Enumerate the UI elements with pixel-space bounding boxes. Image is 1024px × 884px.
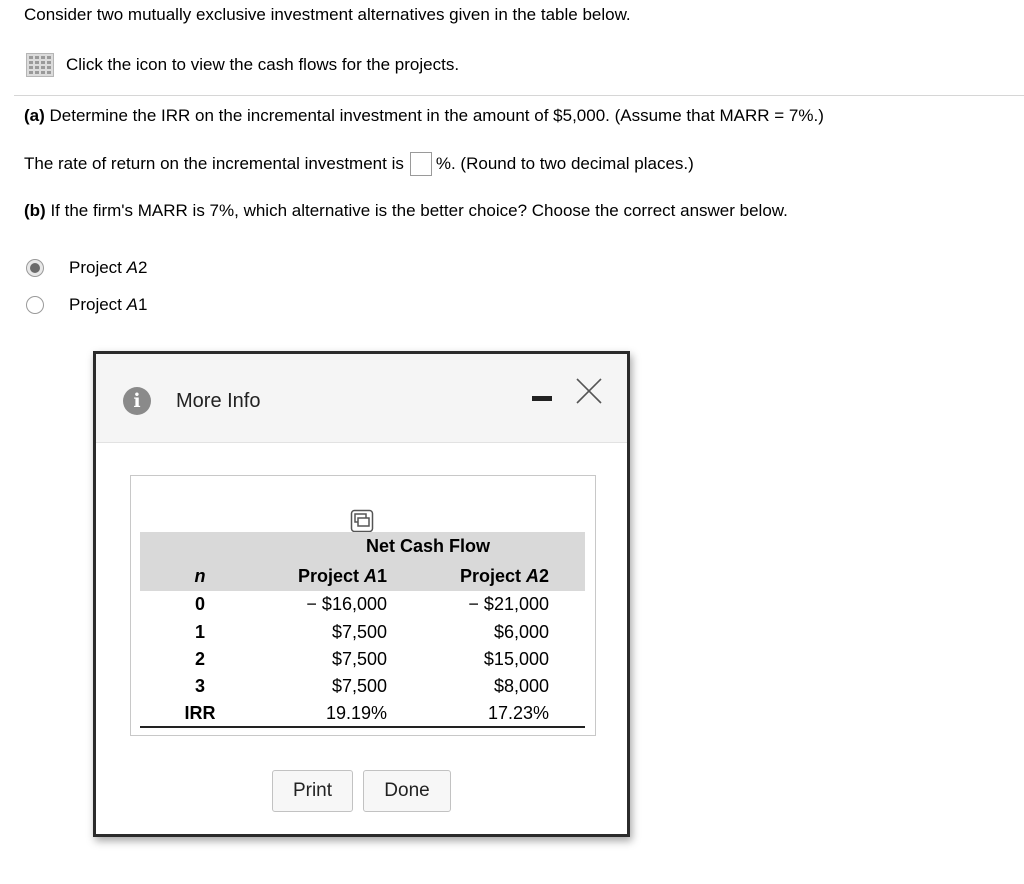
- col-header-project-a1: Project A1: [297, 566, 387, 586]
- table-grid-icon[interactable]: [26, 53, 54, 77]
- print-button[interactable]: Print: [272, 770, 353, 812]
- section-divider: [14, 95, 1024, 96]
- table-cell-a2: $6,000: [493, 622, 549, 642]
- table-row-n: 0: [194, 594, 205, 614]
- more-info-dialog: [93, 351, 630, 837]
- table-cell-a2: $8,000: [493, 676, 549, 696]
- cash-flow-table-panel: [130, 475, 596, 736]
- dialog-header: [96, 354, 627, 443]
- table-row-n: 2: [194, 649, 205, 669]
- table-bottom-rule: [140, 726, 585, 728]
- view-cash-flows-text[interactable]: Click the icon to view the cash flows for the projects.: [66, 55, 460, 74]
- question-intro: Consider two mutually exclusive investment alternatives given in the table below.: [24, 5, 631, 24]
- table-cell-a2: − $21,000: [468, 594, 549, 614]
- info-icon: i: [123, 387, 151, 415]
- table-cell-a1: − $16,000: [306, 594, 387, 614]
- table-row-irr: IRR: [184, 703, 216, 723]
- table-cell-a2: $15,000: [483, 649, 549, 669]
- rate-suffix: %. (Round to two decimal places.): [435, 154, 694, 173]
- option-project-a1[interactable]: [26, 295, 147, 315]
- col-header-project-a2: Project A2: [459, 566, 549, 586]
- part-b-text: If the firm's MARR is 7%, which alternative is the better choice? Choose the correct answer below.: [50, 201, 788, 220]
- part-b-question: [24, 201, 788, 221]
- done-button[interactable]: Done: [363, 770, 451, 812]
- table-cell-a1: $7,500: [331, 649, 387, 669]
- option-label[interactable]: Project A2: [69, 258, 148, 277]
- net-cash-flow-header: Net Cash Flow: [366, 536, 491, 556]
- table-row-n: 3: [194, 676, 205, 696]
- rate-answer-line: [24, 152, 694, 176]
- option-label[interactable]: Project A1: [69, 295, 148, 314]
- part-b-label: (b): [24, 201, 46, 220]
- view-cash-flows-link[interactable]: [26, 52, 459, 78]
- rate-answer-input[interactable]: [410, 152, 432, 176]
- option-project-a2[interactable]: [26, 258, 147, 278]
- col-header-n: n: [194, 566, 206, 586]
- table-cell-a1-irr: 19.19%: [325, 703, 387, 723]
- part-a-text: Determine the IRR on the incremental investment in the amount of $5,000. (Assume that MARR = 7%.): [49, 106, 824, 125]
- radio-button-selected[interactable]: [26, 259, 44, 277]
- close-icon[interactable]: [574, 376, 604, 406]
- radio-button[interactable]: [26, 296, 44, 314]
- table-cell-a1: $7,500: [331, 676, 387, 696]
- part-a-question: [24, 106, 824, 126]
- table-row-n: 1: [194, 622, 205, 642]
- rate-prefix: The rate of return on the incremental investment is: [24, 154, 404, 173]
- dialog-title: More Info: [176, 390, 261, 412]
- table-cell-a2-irr: 17.23%: [487, 703, 549, 723]
- copy-table-icon[interactable]: [350, 509, 374, 533]
- table-cell-a1: $7,500: [331, 622, 387, 642]
- minimize-icon[interactable]: [532, 396, 552, 401]
- part-a-label: (a): [24, 106, 45, 125]
